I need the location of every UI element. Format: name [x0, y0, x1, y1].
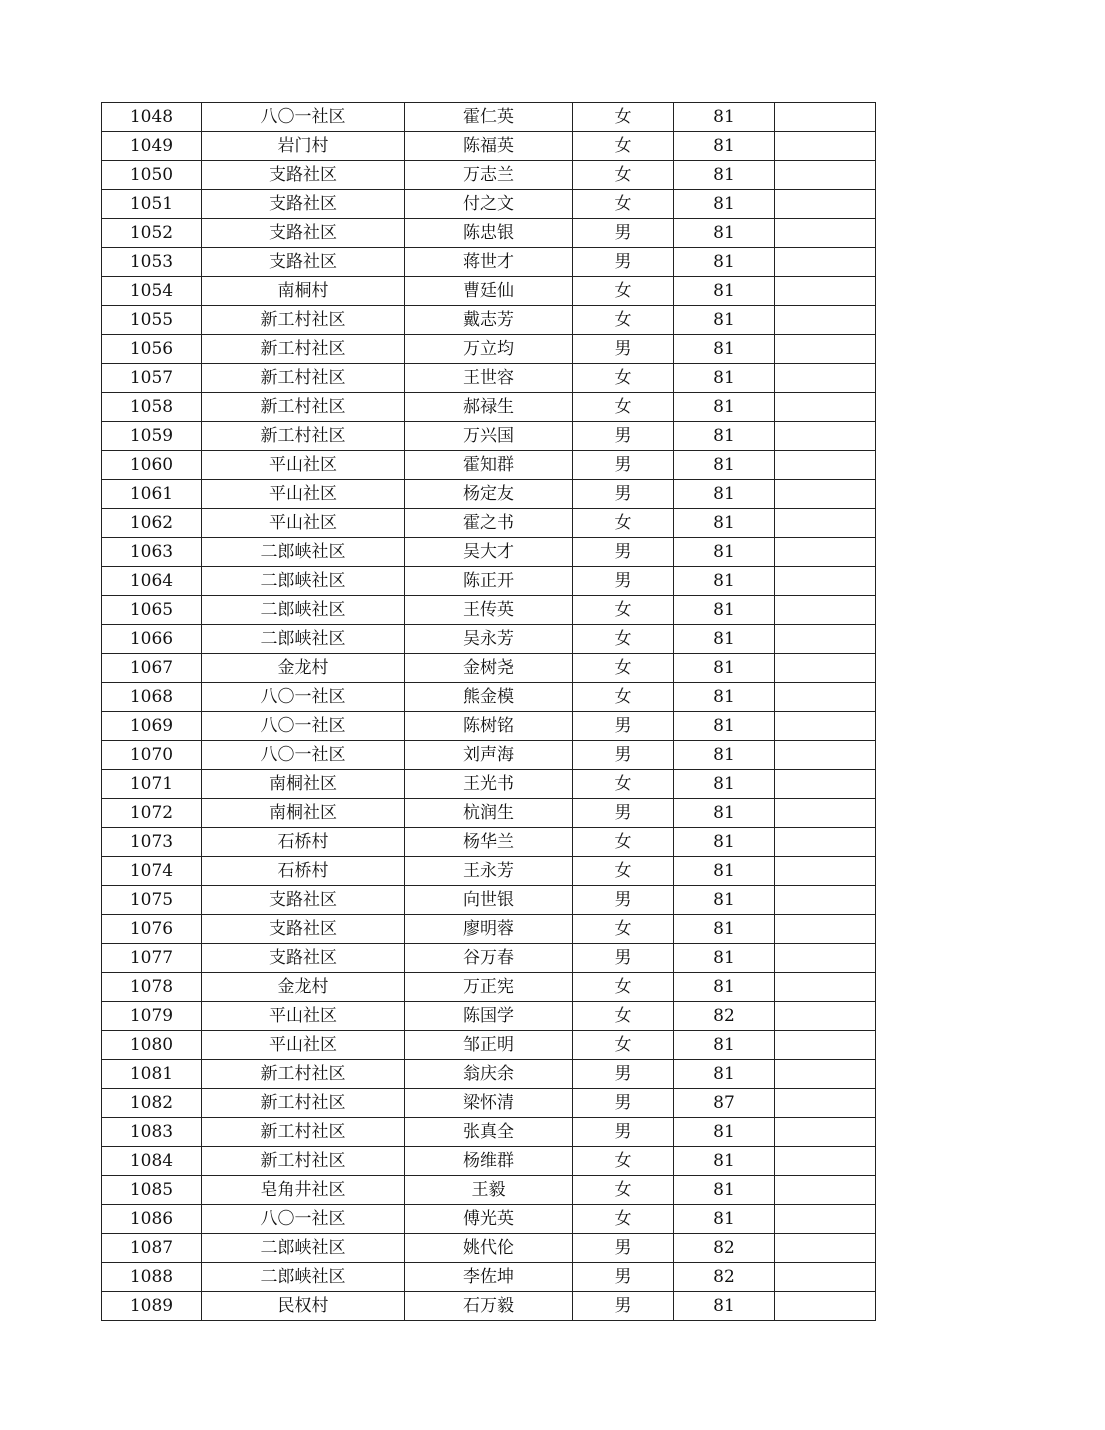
table-row [102, 161, 876, 190]
table-row [102, 567, 876, 596]
table-row [102, 1205, 876, 1234]
serial-number-cell: 1060 [102, 451, 202, 480]
name-cell: 刘声海 [405, 741, 573, 770]
age-cell: 81 [674, 364, 775, 393]
gender-cell: 女 [573, 306, 674, 335]
name-cell: 陈福英 [405, 132, 573, 161]
name-cell: 廖明蓉 [405, 915, 573, 944]
community-cell: 南桐社区 [202, 799, 405, 828]
serial-number-cell: 1077 [102, 944, 202, 973]
community-cell: 二郎峡社区 [202, 567, 405, 596]
age-cell: 82 [674, 1234, 775, 1263]
name-cell: 蒋世才 [405, 248, 573, 277]
age-cell: 81 [674, 915, 775, 944]
age-cell: 81 [674, 799, 775, 828]
name-cell: 熊金模 [405, 683, 573, 712]
table-row [102, 1002, 876, 1031]
serial-number-cell: 1059 [102, 422, 202, 451]
age-cell: 81 [674, 973, 775, 1002]
table-row [102, 132, 876, 161]
name-cell: 曹廷仙 [405, 277, 573, 306]
gender-cell: 男 [573, 1263, 674, 1292]
serial-number-cell: 1054 [102, 277, 202, 306]
serial-number-cell: 1086 [102, 1205, 202, 1234]
serial-number-cell: 1062 [102, 509, 202, 538]
name-cell: 戴志芳 [405, 306, 573, 335]
community-cell: 支路社区 [202, 161, 405, 190]
note-cell [775, 393, 876, 422]
gender-cell: 男 [573, 567, 674, 596]
community-cell: 二郎峡社区 [202, 1234, 405, 1263]
serial-number-cell: 1068 [102, 683, 202, 712]
gender-cell: 女 [573, 683, 674, 712]
community-cell: 石桥村 [202, 828, 405, 857]
gender-cell: 女 [573, 1147, 674, 1176]
name-cell: 万兴国 [405, 422, 573, 451]
gender-cell: 男 [573, 1234, 674, 1263]
note-cell [775, 683, 876, 712]
age-cell: 81 [674, 683, 775, 712]
note-cell [775, 1089, 876, 1118]
gender-cell: 女 [573, 770, 674, 799]
community-cell: 金龙村 [202, 973, 405, 1002]
serial-number-cell: 1084 [102, 1147, 202, 1176]
table-row [102, 625, 876, 654]
table-row [102, 306, 876, 335]
serial-number-cell: 1089 [102, 1292, 202, 1321]
community-cell: 新工村社区 [202, 364, 405, 393]
community-cell: 支路社区 [202, 190, 405, 219]
name-cell: 陈正开 [405, 567, 573, 596]
serial-number-cell: 1076 [102, 915, 202, 944]
note-cell [775, 799, 876, 828]
name-cell: 翁庆余 [405, 1060, 573, 1089]
serial-number-cell: 1085 [102, 1176, 202, 1205]
community-cell: 八〇一社区 [202, 1205, 405, 1234]
gender-cell: 女 [573, 277, 674, 306]
community-cell: 支路社区 [202, 248, 405, 277]
age-cell: 81 [674, 248, 775, 277]
name-cell: 石万毅 [405, 1292, 573, 1321]
note-cell [775, 538, 876, 567]
name-cell: 霍知群 [405, 451, 573, 480]
community-cell: 新工村社区 [202, 393, 405, 422]
table-row [102, 683, 876, 712]
name-cell: 万志兰 [405, 161, 573, 190]
serial-number-cell: 1056 [102, 335, 202, 364]
community-cell: 新工村社区 [202, 1089, 405, 1118]
gender-cell: 女 [573, 190, 674, 219]
table-row [102, 973, 876, 1002]
note-cell [775, 828, 876, 857]
age-cell: 81 [674, 190, 775, 219]
gender-cell: 男 [573, 1060, 674, 1089]
age-cell: 81 [674, 422, 775, 451]
note-cell [775, 1234, 876, 1263]
table-row [102, 770, 876, 799]
age-cell: 81 [674, 132, 775, 161]
table-row [102, 886, 876, 915]
age-cell: 82 [674, 1002, 775, 1031]
age-cell: 81 [674, 161, 775, 190]
age-cell: 81 [674, 741, 775, 770]
serial-number-cell: 1083 [102, 1118, 202, 1147]
note-cell [775, 103, 876, 132]
age-cell: 81 [674, 944, 775, 973]
age-cell: 81 [674, 509, 775, 538]
name-cell: 王世容 [405, 364, 573, 393]
age-cell: 81 [674, 306, 775, 335]
serial-number-cell: 1058 [102, 393, 202, 422]
gender-cell: 男 [573, 944, 674, 973]
gender-cell: 男 [573, 1089, 674, 1118]
age-cell: 81 [674, 596, 775, 625]
age-cell: 81 [674, 1147, 775, 1176]
serial-number-cell: 1074 [102, 857, 202, 886]
note-cell [775, 364, 876, 393]
name-cell: 万正宪 [405, 973, 573, 1002]
gender-cell: 女 [573, 857, 674, 886]
note-cell [775, 741, 876, 770]
community-cell: 二郎峡社区 [202, 625, 405, 654]
gender-cell: 女 [573, 654, 674, 683]
age-cell: 81 [674, 770, 775, 799]
age-cell: 81 [674, 219, 775, 248]
age-cell: 81 [674, 654, 775, 683]
community-cell: 南桐村 [202, 277, 405, 306]
community-cell: 平山社区 [202, 480, 405, 509]
serial-number-cell: 1049 [102, 132, 202, 161]
table-row [102, 190, 876, 219]
gender-cell: 男 [573, 1292, 674, 1321]
serial-number-cell: 1057 [102, 364, 202, 393]
serial-number-cell: 1082 [102, 1089, 202, 1118]
name-cell: 杨定友 [405, 480, 573, 509]
note-cell [775, 509, 876, 538]
note-cell [775, 915, 876, 944]
name-cell: 王传英 [405, 596, 573, 625]
table-row [102, 712, 876, 741]
note-cell [775, 335, 876, 364]
serial-number-cell: 1072 [102, 799, 202, 828]
gender-cell: 男 [573, 219, 674, 248]
community-cell: 支路社区 [202, 886, 405, 915]
serial-number-cell: 1066 [102, 625, 202, 654]
name-cell: 姚代伦 [405, 1234, 573, 1263]
name-cell: 傅光英 [405, 1205, 573, 1234]
serial-number-cell: 1087 [102, 1234, 202, 1263]
serial-number-cell: 1080 [102, 1031, 202, 1060]
gender-cell: 女 [573, 103, 674, 132]
gender-cell: 女 [573, 161, 674, 190]
community-cell: 新工村社区 [202, 1060, 405, 1089]
table-row [102, 538, 876, 567]
serial-number-cell: 1075 [102, 886, 202, 915]
community-cell: 新工村社区 [202, 1118, 405, 1147]
community-cell: 新工村社区 [202, 422, 405, 451]
note-cell [775, 1263, 876, 1292]
note-cell [775, 770, 876, 799]
community-cell: 平山社区 [202, 451, 405, 480]
gender-cell: 男 [573, 712, 674, 741]
age-cell: 81 [674, 828, 775, 857]
serial-number-cell: 1070 [102, 741, 202, 770]
community-cell: 新工村社区 [202, 306, 405, 335]
serial-number-cell: 1064 [102, 567, 202, 596]
serial-number-cell: 1063 [102, 538, 202, 567]
gender-cell: 男 [573, 422, 674, 451]
age-cell: 81 [674, 1176, 775, 1205]
community-cell: 南桐社区 [202, 770, 405, 799]
age-cell: 82 [674, 1263, 775, 1292]
gender-cell: 女 [573, 509, 674, 538]
name-cell: 杭润生 [405, 799, 573, 828]
note-cell [775, 1292, 876, 1321]
table-row [102, 219, 876, 248]
age-cell: 81 [674, 1292, 775, 1321]
serial-number-cell: 1061 [102, 480, 202, 509]
serial-number-cell: 1048 [102, 103, 202, 132]
age-cell: 81 [674, 335, 775, 364]
serial-number-cell: 1088 [102, 1263, 202, 1292]
name-cell: 向世银 [405, 886, 573, 915]
serial-number-cell: 1069 [102, 712, 202, 741]
community-cell: 八〇一社区 [202, 103, 405, 132]
name-cell: 金树尧 [405, 654, 573, 683]
table-row [102, 1089, 876, 1118]
name-cell: 李佐坤 [405, 1263, 573, 1292]
gender-cell: 女 [573, 625, 674, 654]
name-cell: 邹正明 [405, 1031, 573, 1060]
gender-cell: 男 [573, 1118, 674, 1147]
name-cell: 王永芳 [405, 857, 573, 886]
name-cell: 陈树铭 [405, 712, 573, 741]
table-row [102, 422, 876, 451]
gender-cell: 男 [573, 741, 674, 770]
table-row [102, 915, 876, 944]
age-cell: 81 [674, 393, 775, 422]
serial-number-cell: 1055 [102, 306, 202, 335]
table-row [102, 944, 876, 973]
serial-number-cell: 1081 [102, 1060, 202, 1089]
serial-number-cell: 1078 [102, 973, 202, 1002]
name-cell: 霍仁英 [405, 103, 573, 132]
note-cell [775, 132, 876, 161]
note-cell [775, 277, 876, 306]
note-cell [775, 654, 876, 683]
gender-cell: 女 [573, 364, 674, 393]
serial-number-cell: 1050 [102, 161, 202, 190]
age-cell: 81 [674, 538, 775, 567]
table-row [102, 596, 876, 625]
name-cell: 付之文 [405, 190, 573, 219]
table-row [102, 654, 876, 683]
table-row [102, 828, 876, 857]
gender-cell: 女 [573, 1205, 674, 1234]
table-row [102, 103, 876, 132]
note-cell [775, 451, 876, 480]
note-cell [775, 1060, 876, 1089]
table-row [102, 857, 876, 886]
community-cell: 金龙村 [202, 654, 405, 683]
table-row [102, 480, 876, 509]
table-row [102, 1263, 876, 1292]
community-cell: 平山社区 [202, 1002, 405, 1031]
gender-cell: 男 [573, 335, 674, 364]
community-cell: 石桥村 [202, 857, 405, 886]
note-cell [775, 625, 876, 654]
note-cell [775, 1205, 876, 1234]
note-cell [775, 1031, 876, 1060]
community-cell: 二郎峡社区 [202, 1263, 405, 1292]
age-cell: 81 [674, 1060, 775, 1089]
name-cell: 陈忠银 [405, 219, 573, 248]
gender-cell: 女 [573, 596, 674, 625]
community-cell: 二郎峡社区 [202, 596, 405, 625]
table-row [102, 364, 876, 393]
community-cell: 新工村社区 [202, 335, 405, 364]
name-cell: 郝禄生 [405, 393, 573, 422]
note-cell [775, 161, 876, 190]
gender-cell: 男 [573, 248, 674, 277]
note-cell [775, 857, 876, 886]
note-cell [775, 596, 876, 625]
name-cell: 陈国学 [405, 1002, 573, 1031]
table-row [102, 335, 876, 364]
table-row [102, 1147, 876, 1176]
serial-number-cell: 1052 [102, 219, 202, 248]
name-cell: 吴大才 [405, 538, 573, 567]
community-cell: 平山社区 [202, 509, 405, 538]
table-row [102, 277, 876, 306]
name-cell: 杨维群 [405, 1147, 573, 1176]
community-cell: 支路社区 [202, 915, 405, 944]
note-cell [775, 306, 876, 335]
age-cell: 81 [674, 1205, 775, 1234]
name-cell: 梁怀清 [405, 1089, 573, 1118]
community-cell: 支路社区 [202, 944, 405, 973]
note-cell [775, 944, 876, 973]
serial-number-cell: 1079 [102, 1002, 202, 1031]
community-cell: 新工村社区 [202, 1147, 405, 1176]
age-cell: 87 [674, 1089, 775, 1118]
name-cell: 张真全 [405, 1118, 573, 1147]
serial-number-cell: 1067 [102, 654, 202, 683]
community-cell: 八〇一社区 [202, 741, 405, 770]
age-cell: 81 [674, 277, 775, 306]
gender-cell: 女 [573, 1002, 674, 1031]
roster-table [101, 102, 876, 1321]
gender-cell: 女 [573, 973, 674, 1002]
age-cell: 81 [674, 857, 775, 886]
age-cell: 81 [674, 567, 775, 596]
table-row [102, 799, 876, 828]
name-cell: 谷万春 [405, 944, 573, 973]
table-row [102, 1292, 876, 1321]
serial-number-cell: 1073 [102, 828, 202, 857]
table-row [102, 393, 876, 422]
name-cell: 王毅 [405, 1176, 573, 1205]
table-row [102, 1031, 876, 1060]
gender-cell: 男 [573, 480, 674, 509]
note-cell [775, 1002, 876, 1031]
age-cell: 81 [674, 480, 775, 509]
community-cell: 支路社区 [202, 219, 405, 248]
age-cell: 81 [674, 625, 775, 654]
gender-cell: 男 [573, 799, 674, 828]
table-row [102, 451, 876, 480]
age-cell: 81 [674, 1118, 775, 1147]
gender-cell: 女 [573, 1031, 674, 1060]
note-cell [775, 190, 876, 219]
age-cell: 81 [674, 886, 775, 915]
gender-cell: 男 [573, 886, 674, 915]
note-cell [775, 712, 876, 741]
community-cell: 平山社区 [202, 1031, 405, 1060]
note-cell [775, 886, 876, 915]
table-row [102, 1060, 876, 1089]
gender-cell: 男 [573, 538, 674, 567]
note-cell [775, 567, 876, 596]
age-cell: 81 [674, 712, 775, 741]
serial-number-cell: 1051 [102, 190, 202, 219]
serial-number-cell: 1053 [102, 248, 202, 277]
table-row [102, 741, 876, 770]
serial-number-cell: 1065 [102, 596, 202, 625]
table-row [102, 248, 876, 277]
table-row [102, 1118, 876, 1147]
age-cell: 81 [674, 103, 775, 132]
note-cell [775, 973, 876, 1002]
community-cell: 岩门村 [202, 132, 405, 161]
age-cell: 81 [674, 451, 775, 480]
name-cell: 吴永芳 [405, 625, 573, 654]
community-cell: 八〇一社区 [202, 683, 405, 712]
gender-cell: 女 [573, 828, 674, 857]
name-cell: 王光书 [405, 770, 573, 799]
gender-cell: 男 [573, 451, 674, 480]
serial-number-cell: 1071 [102, 770, 202, 799]
table-row [102, 1234, 876, 1263]
community-cell: 民权村 [202, 1292, 405, 1321]
note-cell [775, 219, 876, 248]
community-cell: 二郎峡社区 [202, 538, 405, 567]
age-cell: 81 [674, 1031, 775, 1060]
gender-cell: 女 [573, 915, 674, 944]
roster-table-body [102, 103, 876, 1321]
name-cell: 杨华兰 [405, 828, 573, 857]
community-cell: 皂角井社区 [202, 1176, 405, 1205]
name-cell: 万立均 [405, 335, 573, 364]
note-cell [775, 480, 876, 509]
gender-cell: 女 [573, 132, 674, 161]
name-cell: 霍之书 [405, 509, 573, 538]
note-cell [775, 1147, 876, 1176]
community-cell: 八〇一社区 [202, 712, 405, 741]
note-cell [775, 422, 876, 451]
table-row [102, 1176, 876, 1205]
note-cell [775, 1176, 876, 1205]
gender-cell: 女 [573, 1176, 674, 1205]
note-cell [775, 248, 876, 277]
table-row [102, 509, 876, 538]
gender-cell: 女 [573, 393, 674, 422]
note-cell [775, 1118, 876, 1147]
